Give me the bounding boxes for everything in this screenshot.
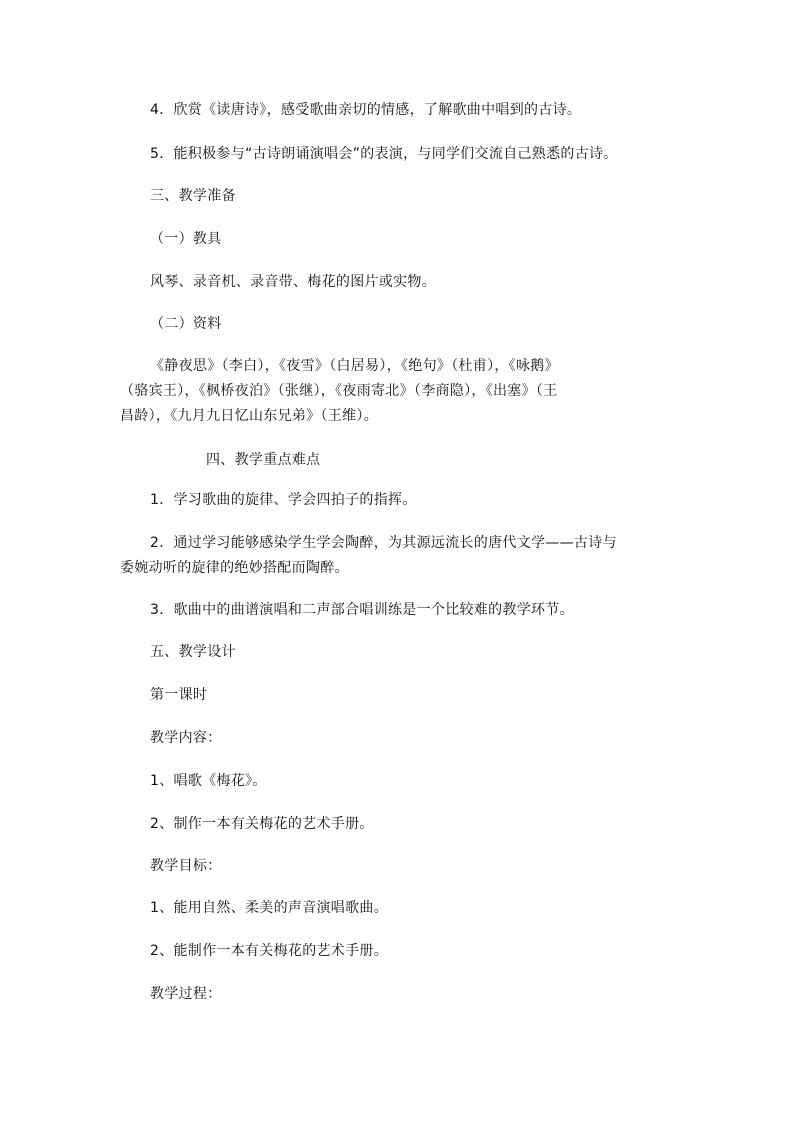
content-item-1: 1、唱歌《梅花》。 [150,773,267,789]
goal-5-text: 5．能积极参与“古诗朗诵演唱会”的表演，与同学们交流自己熟悉的古诗。 [150,146,618,162]
section-heading-preparation: 三、教学准备 [150,188,236,204]
tools-text: 风琴、录音机、录音带、梅花的图片或实物。 [150,274,436,290]
materials-text-line-3: 昌龄），《九月九日忆山东兄弟》（王维）。 [120,408,378,424]
subheading-materials: （二）资料 [150,316,222,332]
objective-heading: 教学目标： [150,858,222,874]
key-point-2-line-2: 委婉动听的旋律的绝妙搭配而陶醉。 [120,560,349,576]
materials-text-line-2: （骆宾王），《枫桥夜泊》（张继），《夜雨寄北》（李商隐），《出塞》（王 [120,383,558,399]
process-heading: 教学过程： [150,986,222,1002]
key-point-3: 3．歌曲中的曲谱演唱和二声部合唱训练是一个比较难的教学环节。 [150,602,574,618]
section-heading-design: 五、教学设计 [150,644,236,660]
objective-item-2: 2、能制作一本有关梅花的艺术手册。 [150,943,389,959]
key-point-2-line-1: 2．通过学习能够感染学生学会陶醉，为其源远流长的唐代文学——古诗与 [150,535,617,551]
section-heading-key-points: 四、教学重点难点 [206,452,321,468]
materials-text-line-1: 《静夜思》（李白），《夜雪》（白居易），《绝句》（杜甫），《咏鹅》 [150,358,559,374]
content-item-2: 2、制作一本有关梅花的艺术手册。 [150,816,374,832]
content-heading: 教学内容： [150,730,222,746]
lesson-1-heading: 第一课时 [150,687,208,703]
subheading-tools: （一）教具 [150,231,222,247]
key-point-1: 1．学习歌曲的旋律、学会四拍子的指挥。 [150,492,417,508]
goal-4-text: 4．欣赏《读唐诗》，感受歌曲亲切的情感，了解歌曲中唱到的古诗。 [150,102,582,118]
objective-item-1: 1、能用自然、柔美的声音演唱歌曲。 [150,900,389,916]
